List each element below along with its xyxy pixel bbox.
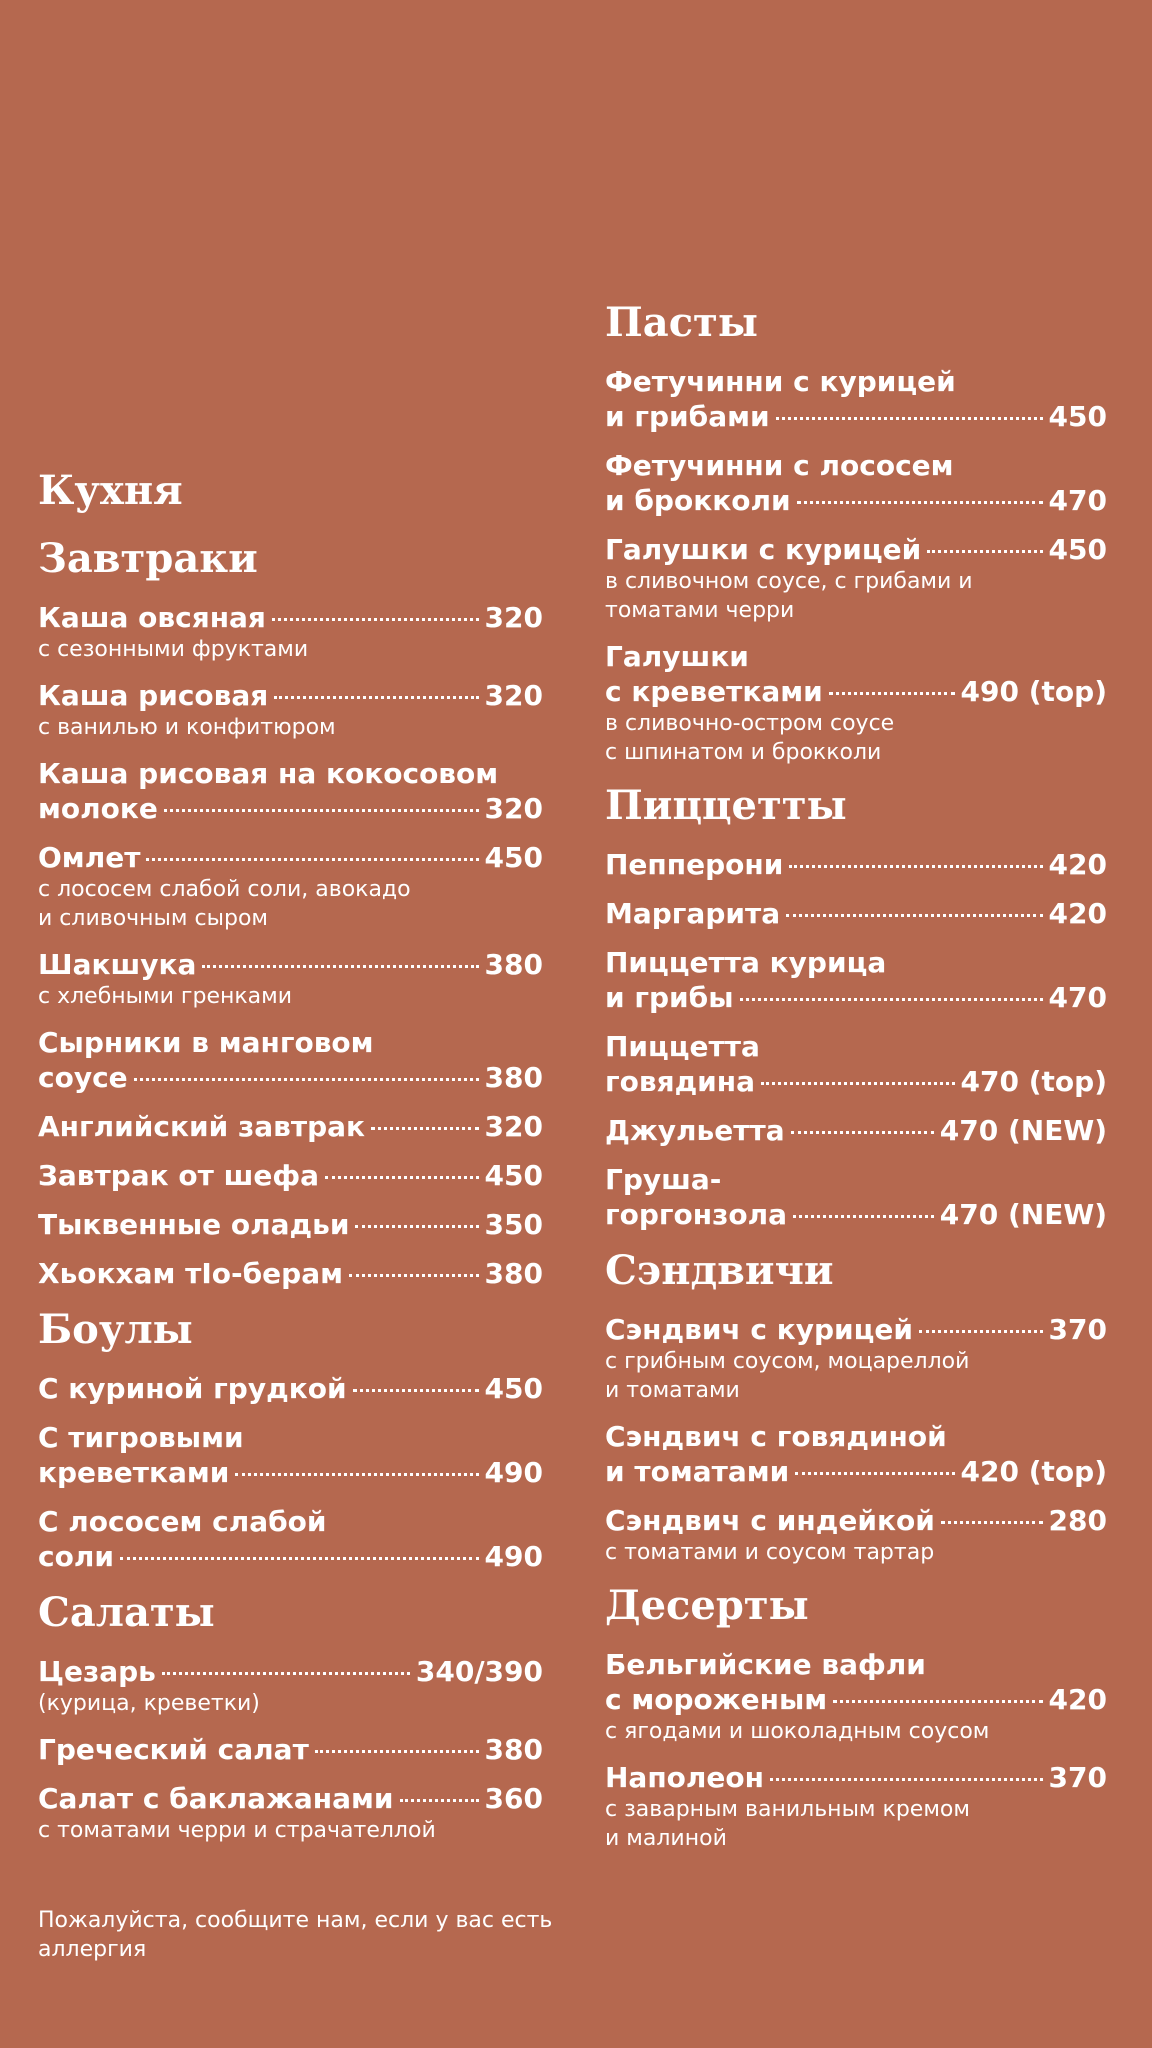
dot-leader [919, 1330, 1043, 1333]
menu-item [605, 448, 1107, 518]
item-description: с лососем слабой соли, авокадо [38, 877, 411, 902]
dot-leader [274, 696, 478, 699]
menu-section [38, 1588, 543, 1845]
dot-leader [272, 618, 479, 621]
item-name: и грибами [605, 400, 770, 433]
menu-item [605, 1029, 1107, 1099]
item-name: Сэндвич с курицей [605, 1313, 914, 1346]
dot-leader [791, 1131, 934, 1134]
item-name: горгонзола [605, 1198, 788, 1231]
item-price: 420 (top) [960, 1455, 1107, 1488]
item-name-line: Бельгийские вафли [605, 1648, 926, 1681]
menu-item [38, 1207, 543, 1242]
item-name: Пепперони [605, 848, 784, 881]
menu-item [38, 1420, 543, 1490]
item-description: томатами черри [605, 598, 795, 623]
dot-leader [162, 1672, 410, 1675]
item-name: Шакшука [38, 948, 197, 981]
item-row [38, 1207, 543, 1242]
item-row [605, 1113, 1107, 1148]
dot-leader [315, 1750, 479, 1753]
item-name-line: Каша рисовая на кокосовом [38, 757, 499, 790]
item-row [605, 674, 1107, 709]
item-name-line: Фетучинни с лососем [605, 449, 954, 482]
dot-leader [400, 1799, 479, 1802]
item-price: 320 [484, 1110, 543, 1143]
item-price: 420 [1048, 897, 1107, 930]
item-name-line: Груша- [605, 1163, 722, 1196]
item-name: соусе [38, 1061, 128, 1094]
menu-section [605, 781, 1107, 1232]
item-row [38, 1539, 543, 1574]
item-name: Каша овсяная [38, 601, 266, 634]
item-row [605, 980, 1107, 1015]
dot-leader [349, 1274, 479, 1277]
item-price: 350 [484, 1208, 543, 1241]
item-price: 380 [484, 1257, 543, 1290]
dot-leader [833, 1700, 1042, 1703]
item-price: 280 [1048, 1504, 1107, 1537]
dot-leader [789, 865, 1042, 868]
dot-leader [202, 965, 478, 968]
item-row [38, 678, 543, 713]
item-name-line: Фетучинни с курицей [605, 365, 956, 398]
item-price: 470 [1048, 981, 1107, 1014]
item-name: и томатами [605, 1455, 790, 1488]
item-row [605, 399, 1107, 434]
section-title: Салаты [38, 1589, 215, 1636]
item-row [605, 1760, 1107, 1795]
item-name-line: С тигровыми [38, 1421, 244, 1454]
menu-item [605, 532, 1107, 625]
section-title: Пасты [605, 299, 758, 346]
right-column [605, 288, 1107, 1867]
menu-section [605, 1246, 1107, 1567]
item-row [38, 1371, 543, 1406]
menu-item [605, 1647, 1107, 1746]
menu-item [38, 1256, 543, 1291]
item-name: с креветками [605, 675, 823, 708]
item-price: 340/390 [415, 1655, 543, 1688]
item-name-line: Сэндвич с говядиной [605, 1420, 947, 1453]
item-name-line: С лососем слабой [38, 1505, 327, 1538]
item-price: 370 [1048, 1761, 1107, 1794]
item-price: 380 [484, 1061, 543, 1094]
item-price: 490 (top) [960, 675, 1107, 708]
dot-leader [134, 1078, 479, 1081]
dot-leader [325, 1176, 479, 1179]
menu-item [38, 1371, 543, 1406]
item-name: и брокколи [605, 484, 791, 517]
item-row [38, 791, 543, 826]
dot-leader [235, 1473, 478, 1476]
item-row [605, 1682, 1107, 1717]
menu-section [38, 534, 543, 1291]
dot-leader [927, 550, 1042, 553]
menu-item [38, 1109, 543, 1144]
item-name: Английский завтрак [38, 1110, 366, 1143]
item-row [605, 1064, 1107, 1099]
item-row [38, 1109, 543, 1144]
item-name-line: Галушки [605, 640, 749, 673]
section-title: Пиццетты [605, 782, 847, 829]
menu-item [605, 364, 1107, 434]
item-description: с ягодами и шоколадным соусом [605, 1719, 990, 1744]
item-price: 320 [484, 792, 543, 825]
item-description: с ванилью и конфитюром [38, 715, 336, 740]
dot-leader [776, 417, 1043, 420]
item-description: с томатами черри и страчателлой [38, 1818, 436, 1843]
item-name: Каша рисовая [38, 679, 269, 712]
item-name: соли [38, 1540, 114, 1573]
item-price: 490 [484, 1540, 543, 1573]
item-name: Греческий салат [38, 1733, 309, 1766]
menu-item [605, 945, 1107, 1015]
item-name: Тыквенные оладьи [38, 1208, 350, 1241]
item-description: и томатами [605, 1378, 740, 1403]
menu-item [38, 756, 543, 826]
item-row [605, 896, 1107, 931]
menu-section [605, 298, 1107, 767]
item-name: С куриной грудкой [38, 1372, 347, 1405]
item-price: 360 [484, 1782, 543, 1815]
menu-item [605, 1113, 1107, 1148]
item-row [605, 1503, 1107, 1538]
item-price: 320 [484, 601, 543, 634]
section-title: Сэндвичи [605, 1247, 834, 1294]
item-row [38, 840, 543, 875]
item-price: 320 [484, 679, 543, 712]
item-row [605, 1454, 1107, 1489]
item-name: Цезарь [38, 1655, 156, 1688]
item-price: 470 [1048, 484, 1107, 517]
item-price: 420 [1048, 848, 1107, 881]
item-price: 370 [1048, 1313, 1107, 1346]
menu-item [605, 1503, 1107, 1567]
left-sections [38, 534, 543, 1845]
dot-leader [353, 1389, 479, 1392]
item-price: 450 [484, 841, 543, 874]
dot-leader [941, 1521, 1043, 1524]
dot-leader [786, 914, 1042, 917]
item-price: 380 [484, 948, 543, 981]
item-row [38, 1060, 543, 1095]
item-row [605, 483, 1107, 518]
menu-item [605, 896, 1107, 931]
item-price: 470 (NEW) [939, 1114, 1107, 1147]
dot-leader [795, 1472, 954, 1475]
dot-leader [740, 998, 1043, 1001]
section-title: Завтраки [38, 535, 258, 582]
item-description: в сливочно-остром соусе [605, 711, 895, 736]
item-name: Наполеон [605, 1761, 764, 1794]
item-row [38, 947, 543, 982]
dot-leader [120, 1557, 479, 1560]
item-row [605, 532, 1107, 567]
item-name: Сэндвич с индейкой [605, 1504, 935, 1537]
item-name: с мороженым [605, 1683, 828, 1716]
item-name: Джульетта [605, 1114, 785, 1147]
item-price: 470 (top) [960, 1065, 1107, 1098]
section-title: Десерты [605, 1582, 809, 1629]
item-name: Салат с баклажанами [38, 1782, 394, 1815]
item-price: 380 [484, 1733, 543, 1766]
item-price: 450 [484, 1372, 543, 1405]
item-row [38, 1781, 543, 1816]
item-description: с томатами и соусом тартар [605, 1540, 935, 1565]
menu-item [38, 1504, 543, 1574]
menu-item [605, 1312, 1107, 1405]
menu-item [38, 947, 543, 1011]
menu-item [38, 840, 543, 933]
item-name: Маргарита [605, 897, 781, 930]
item-name: Галушки с курицей [605, 533, 922, 566]
item-description: с хлебными гренками [38, 984, 293, 1009]
menu-item [605, 847, 1107, 882]
menu-item [38, 600, 543, 664]
item-row [38, 600, 543, 635]
menu-item [605, 639, 1107, 767]
menu-item [38, 1158, 543, 1193]
item-description: и сливочным сыром [38, 906, 269, 931]
left-column [38, 466, 543, 1859]
item-description: и малиной [605, 1826, 727, 1851]
item-row [605, 1197, 1107, 1232]
item-name-line: Сырники в манговом [38, 1026, 374, 1059]
item-row [605, 1312, 1107, 1347]
menu-item [38, 678, 543, 742]
item-row [38, 1256, 543, 1291]
menu-item [38, 1732, 543, 1767]
menu-item [605, 1760, 1107, 1853]
item-name: говядина [605, 1065, 756, 1098]
item-price: 450 [1048, 400, 1107, 433]
item-row [38, 1455, 543, 1490]
item-name-line: Пиццетта курица [605, 946, 887, 979]
item-row [605, 847, 1107, 882]
kitchen-title: Кухня [38, 467, 183, 514]
item-row [38, 1158, 543, 1193]
item-row [38, 1732, 543, 1767]
dot-leader [829, 692, 955, 695]
menu-item [605, 1419, 1107, 1489]
menu-section [605, 1581, 1107, 1853]
item-price: 470 (NEW) [939, 1198, 1107, 1231]
item-name: и грибы [605, 981, 734, 1014]
dot-leader [797, 501, 1043, 504]
item-name: молоке [38, 792, 158, 825]
menu-item [605, 1162, 1107, 1232]
item-description: с заварным ванильным кремом [605, 1797, 970, 1822]
right-sections [605, 298, 1107, 1853]
dot-leader [761, 1082, 955, 1085]
item-name: Хьокхам тІо-берам [38, 1257, 343, 1290]
menu-section [38, 1305, 543, 1574]
item-name: креветками [38, 1456, 230, 1489]
item-name-line: Пиццетта [605, 1030, 760, 1063]
dot-leader [770, 1778, 1043, 1781]
item-description: в сливочном соусе, с грибами и [605, 569, 973, 594]
menu-item [38, 1781, 543, 1845]
item-row [38, 1654, 543, 1689]
item-price: 450 [484, 1159, 543, 1192]
item-description: с сезонными фруктами [38, 637, 309, 662]
item-price: 490 [484, 1456, 543, 1489]
allergy-note: Пожалуйста, сообщите нам, если у вас есть аллергия [38, 1908, 553, 1962]
dot-leader [793, 1215, 934, 1218]
item-name: Омлет [38, 841, 141, 874]
item-price: 420 [1048, 1683, 1107, 1716]
section-title: Боулы [38, 1306, 193, 1353]
dot-leader [355, 1225, 478, 1228]
item-description: с грибным соусом, моцареллой [605, 1349, 970, 1374]
menu-item [38, 1025, 543, 1095]
item-name: Завтрак от шефа [38, 1159, 320, 1192]
dot-leader [371, 1127, 479, 1130]
item-price: 450 [1048, 533, 1107, 566]
dot-leader [146, 858, 478, 861]
dot-leader [164, 809, 479, 812]
item-description: (курица, креветки) [38, 1691, 260, 1716]
menu-item [38, 1654, 543, 1718]
item-description: с шпинатом и брокколи [605, 740, 882, 765]
